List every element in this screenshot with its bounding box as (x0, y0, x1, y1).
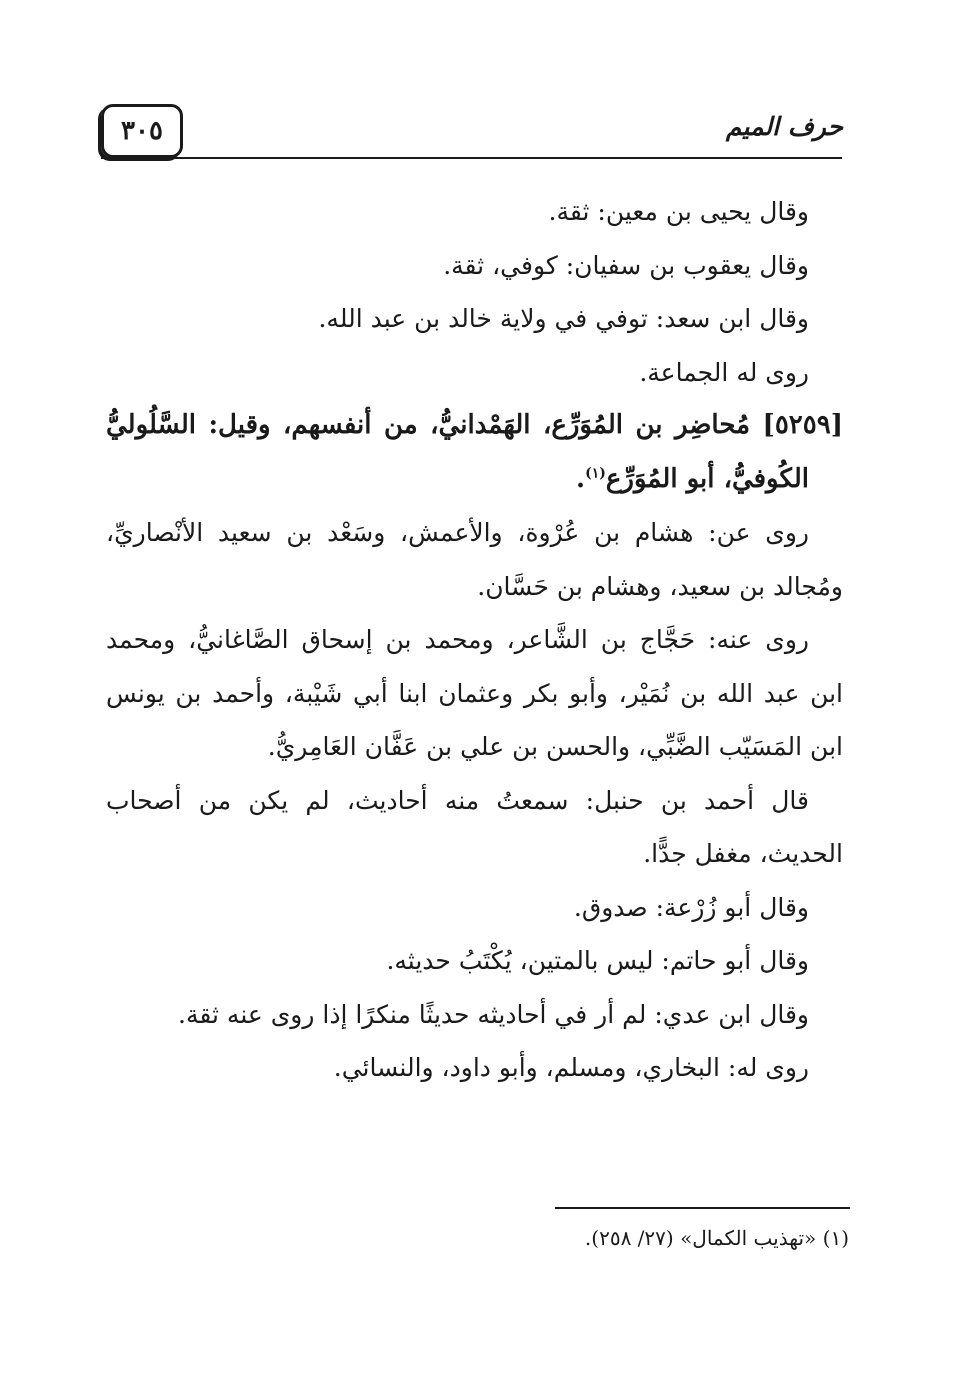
entry-heading-line: [٥٢٥٩] مُحاضِر بن المُوَرِّع، الهَمْدانيُّ، من أنفسهم، وقيل: السَّلُوليُّ (106, 410, 843, 440)
entry-heading-end: . (576, 463, 586, 494)
text-line: روى له الجماعة. (639, 357, 809, 387)
text-line: وقال أبو حاتم: ليس بالمتين، يُكْتَبُ حديثه. (386, 946, 809, 975)
running-title: حرف الميم (725, 112, 843, 141)
entry-heading-text: الكُوفيُّ، أبو المُوَرِّع (605, 463, 809, 494)
entry-heading-line (106, 453, 843, 507)
text-line: ومُجالد بن سعيد، وهشام بن حَسَّان. (477, 571, 843, 601)
text-line: وقال يحيى بن معين: ثقة. (548, 197, 809, 226)
header-rule (101, 157, 842, 159)
text-line: قال أحمد بن حنبل: سمعتُ منه أحاديث، لم يكن من أصحاب (106, 785, 809, 815)
footnote-rule (555, 1207, 850, 1209)
text-line: ابن المَسَيّب الضَّبِّي، والحسن بن علي بن عَفَّان العَامِريُّ. (267, 732, 843, 761)
text-line: وقال ابن عدي: لم أر في أحاديثه حديثًا منكرًا إذا روى عنه ثقة. (178, 999, 809, 1029)
text-line: روى عن: هشام بن عُرْوة، والأعمش، وسَعْد بن سعيد الأنْصاريِّ، (106, 518, 809, 547)
footnote-ref: (١) (585, 464, 606, 481)
text-line: ابن عبد الله بن نُمَيْر، وأبو بكر وعثمان ابنا أبي شَيْبة، وأحمد بن يونس (106, 678, 843, 708)
text-line: الحديث، مغفل جدًّا. (643, 839, 843, 868)
main-text (106, 185, 843, 1095)
footnote: (١) «تهذيب الكمال» (٢٧/ ٢٥٨). (584, 1226, 849, 1250)
text-line: وقال أبو زُرْعة: صدوق. (573, 892, 809, 922)
text-line: وقال ابن سعد: توفي في ولاية خالد بن عبد الله. (318, 304, 809, 333)
page-number (101, 104, 183, 158)
page-number-text: ٣٠٥ (121, 116, 163, 146)
text-line: روى عنه: حَجَّاج بن الشَّاعر، ومحمد بن إسحاق الصَّاغانيُّ، ومحمد (106, 625, 809, 654)
text-line: وقال يعقوب بن سفيان: كوفي، ثقة. (443, 250, 809, 280)
text-line: روى له: البخاري، ومسلم، وأبو داود، والنسائي. (333, 1053, 809, 1082)
